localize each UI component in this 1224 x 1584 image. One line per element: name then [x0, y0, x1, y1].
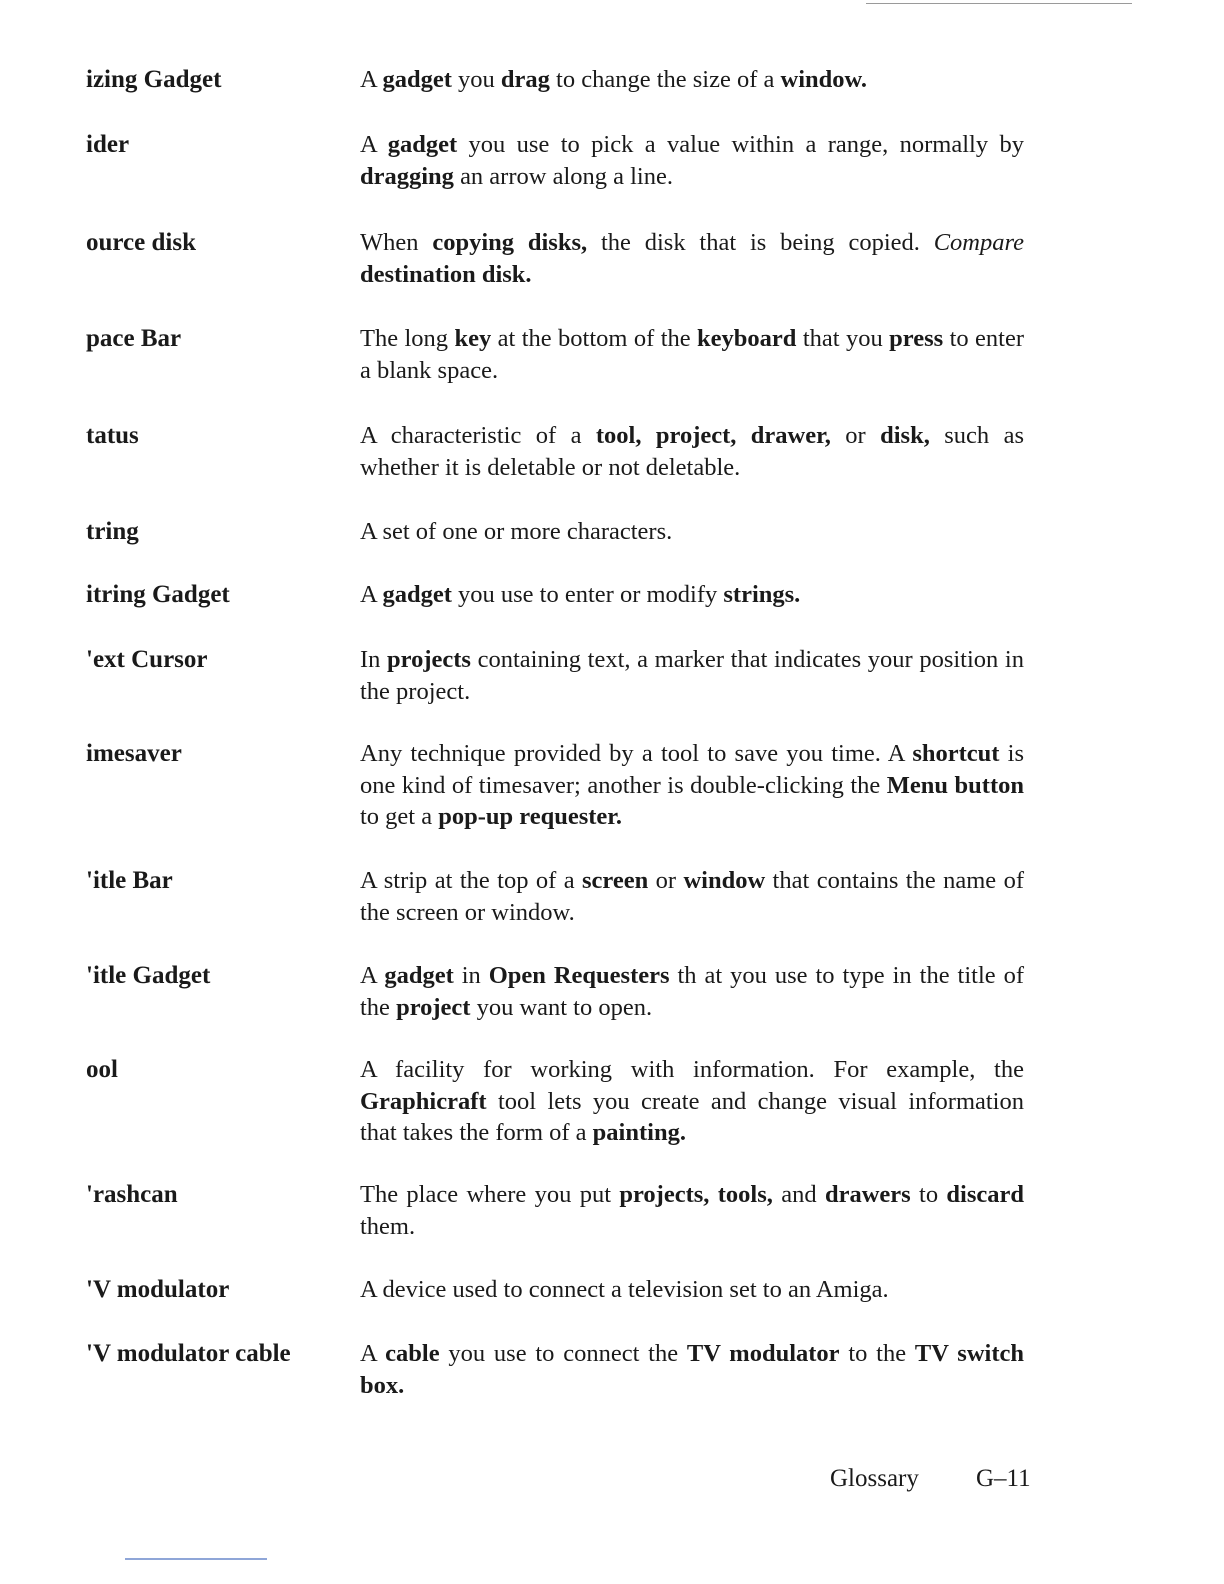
glossary-term: 'itle Gadget: [86, 962, 211, 989]
glossary-definition: [360, 129, 1024, 192]
definition-text: or: [830, 422, 881, 449]
definition-text: A: [360, 962, 385, 989]
definition-text: A device used to connect a television set to an Amiga.: [360, 1276, 889, 1303]
definition-text: in: [453, 962, 489, 989]
definition-text: you use to enter or modify: [451, 581, 724, 608]
glossary-term: 'V modulator cable: [86, 1340, 291, 1367]
definition-text: A: [360, 66, 383, 93]
glossary-term: 'V modulator: [86, 1276, 230, 1303]
glossary-definition: [360, 1054, 1024, 1149]
glossary-term: ource disk: [86, 229, 196, 256]
glossary-keyword: Graphicraft: [360, 1087, 487, 1115]
definition-text: A set of one or more characters.: [360, 518, 673, 545]
glossary-keyword: cable: [385, 1340, 440, 1367]
definition-text: and: [772, 1181, 825, 1208]
glossary-keyword: Menu button: [886, 771, 1024, 799]
glossary-keyword: gadget: [387, 131, 458, 158]
definition-text: them.: [360, 1212, 416, 1240]
glossary-term: pace Bar: [86, 325, 182, 352]
definition-text: or: [648, 867, 684, 894]
glossary-definition: [360, 516, 1024, 548]
definition-text: The long: [360, 325, 455, 352]
glossary-definition: [360, 323, 1024, 386]
glossary-keyword: painting.: [592, 1119, 686, 1146]
glossary-keyword: pop-up requester.: [438, 803, 623, 830]
glossary-term: 'itle Bar: [86, 867, 173, 894]
glossary-term: itring Gadget: [86, 581, 230, 608]
glossary-term: 'ext Cursor: [86, 646, 208, 673]
definition-text: containing text, a marker that indicates your position in the project.: [360, 646, 1024, 705]
glossary-keyword: projects, tools,: [619, 1181, 773, 1208]
glossary-keyword: keyboard: [697, 325, 797, 352]
glossary-term: 'rashcan: [86, 1181, 178, 1208]
glossary-keyword: screen: [581, 867, 649, 894]
glossary-keyword: gadget: [382, 66, 452, 93]
glossary-definition: [360, 579, 1024, 611]
glossary-definition: [360, 1179, 1024, 1242]
definition-text: A strip at the top of a: [360, 867, 582, 894]
definition-text: such as whether it is deletable or not deletable.: [360, 422, 1024, 481]
glossary-keyword: dragging: [360, 162, 454, 190]
glossary-keyword: gadget: [382, 581, 452, 608]
page-number: G–11: [976, 1465, 1031, 1492]
definition-text: to get a: [360, 803, 439, 830]
definition-text: you: [451, 66, 501, 93]
definition-text: A: [360, 1340, 386, 1367]
glossary-keyword: window: [683, 867, 766, 894]
glossary-term: tatus: [86, 422, 139, 449]
glossary-definition: [360, 738, 1024, 833]
definition-text: you use to connect the: [439, 1340, 687, 1367]
glossary-keyword: key: [454, 325, 492, 352]
definition-text: A: [360, 131, 388, 158]
glossary-keyword: strings.: [723, 581, 801, 608]
glossary-keyword: drag: [500, 66, 550, 93]
top-rule: [866, 3, 1132, 4]
glossary-keyword: copying disks,: [432, 229, 588, 256]
glossary-keyword: shortcut: [912, 740, 1000, 767]
bottom-rule: [125, 1558, 267, 1560]
definition-text: an arrow along a line.: [453, 162, 673, 190]
glossary-keyword: project: [396, 993, 471, 1021]
glossary-keyword: discard: [946, 1181, 1024, 1208]
glossary-keyword: projects: [387, 646, 471, 673]
definition-text: the disk that is being copied.: [587, 229, 934, 256]
footer-section: Glossary: [830, 1465, 919, 1492]
definition-text: that contains the name of the screen or window.: [360, 867, 1024, 926]
definition-text: to enter a blank space.: [360, 325, 1024, 384]
definition-text: is one kind of timesaver; another is double-clicking the: [360, 740, 1024, 799]
glossary-definition: [360, 1274, 1024, 1306]
definition-text: th at you use to type in the title of the: [360, 962, 1025, 1021]
glossary-term: imesaver: [86, 740, 182, 767]
glossary-cross-reference: Compare: [933, 229, 1025, 256]
definition-text: The place where you put: [360, 1181, 620, 1208]
glossary-keyword: drawers: [824, 1181, 911, 1208]
glossary-definition: [360, 644, 1024, 707]
glossary-keyword: gadget: [384, 962, 454, 989]
definition-text: you want to open.: [470, 993, 653, 1021]
page-footer: [830, 1463, 1031, 1494]
definition-text: A characteristic of a: [360, 422, 596, 449]
glossary-term: ool: [86, 1056, 118, 1083]
definition-text: that you: [796, 325, 890, 352]
definition-text: In: [360, 646, 388, 673]
glossary-keyword: press: [889, 325, 944, 352]
glossary-term: izing Gadget: [86, 66, 222, 93]
definition-text: to the: [839, 1340, 915, 1367]
glossary-keyword: window.: [780, 66, 867, 93]
definition-text: A: [360, 581, 383, 608]
glossary-keyword: Open Requesters: [488, 962, 670, 989]
definition-text: at the bottom of the: [491, 325, 698, 352]
definition-text: tool lets you create and change visual information that takes the form of a: [360, 1087, 1024, 1146]
glossary-keyword: TV modulator: [686, 1340, 840, 1367]
glossary-term: tring: [86, 518, 139, 545]
definition-text: Any technique provided by a tool to save you time. A: [360, 740, 913, 767]
definition-text: When: [360, 229, 433, 256]
definition-text: you use to pick a value within a range, normally by: [457, 131, 1024, 158]
glossary-term: ider: [86, 131, 130, 158]
definition-text: A facility for working with information. For example, the: [360, 1056, 1024, 1083]
glossary-keyword: disk,: [880, 422, 930, 449]
definition-text: to: [910, 1181, 947, 1208]
glossary-definition: [360, 227, 1024, 290]
glossary-keyword: tool, project, drawer,: [595, 422, 831, 449]
glossary-definition: [360, 1338, 1024, 1401]
glossary-definition: [360, 960, 1024, 1023]
definition-text: to change the size of a: [549, 66, 781, 93]
glossary-keyword: TV switch box.: [360, 1340, 1024, 1399]
glossary-definition: [360, 865, 1024, 928]
glossary-definition: [360, 64, 1024, 96]
glossary-definition: [360, 420, 1024, 483]
glossary-keyword: destination disk.: [360, 260, 532, 288]
